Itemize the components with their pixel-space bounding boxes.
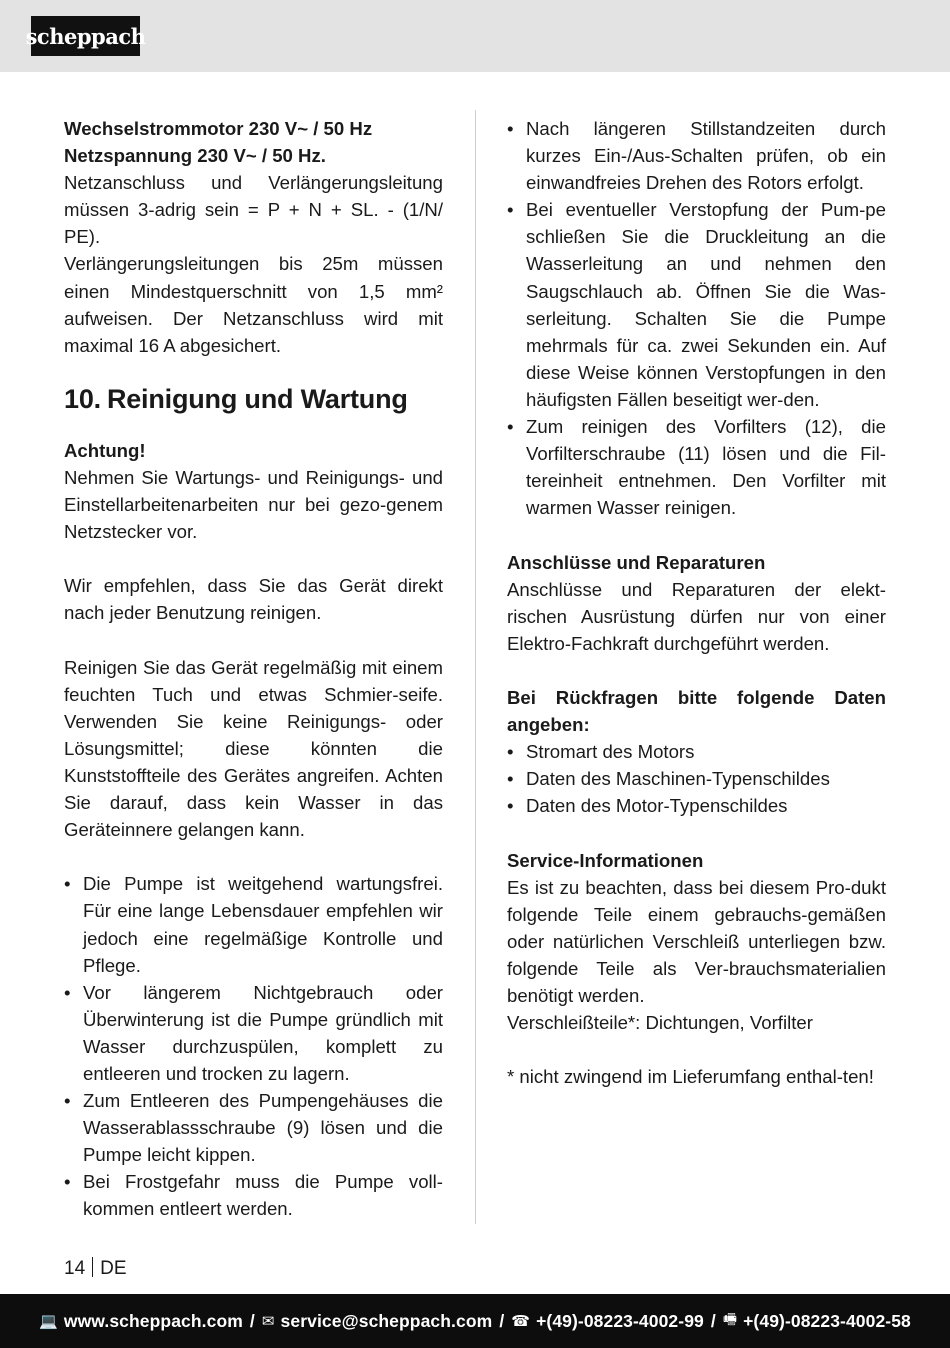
right-column	[507, 115, 886, 1090]
computer-icon: 💻	[39, 1312, 58, 1330]
cleaning-text: Reinigen Sie das Gerät regelmäßig mit einem feuchten Tuch und etwas Schmier-seife. Verwenden Sie keine Reinigungs- oder Lösungsmittel; diese könnten die Kunststoffteile des Gerätes angreifen. Achten Sie darauf, dass kein Wasser in das Geräteinnere gelangen kann.	[64, 656, 443, 841]
header-bar	[0, 0, 950, 72]
list-item: • Bei eventueller Verstopfung der Pum-pe schließen Sie die Druckleitung an die Wasserleitung an und nehmen den Saugschlauch ab. Öffnen Sie die Was-serleitung. Schalten Sie die Pumpe mehrmals für ca. zwei Sekunden ein. Auf diese Weise können Verstopfungen in den häufigsten Fällen beseitigt wer-den.	[507, 196, 886, 413]
list-item: • Zum Entleeren des Pumpengehäuses die Wasserablassschraube (9) lösen und die Pumpe leicht kippen.	[64, 1087, 443, 1168]
phone-number: +(49)-08223-4002-99	[536, 1310, 704, 1331]
voltage-line: Netzspannung 230 V~ / 50 Hz.	[64, 145, 326, 167]
inquiry-heading: Bei Rückfragen bitte folgende Daten angeben:	[507, 686, 886, 736]
website-link[interactable]: www.scheppach.com	[63, 1310, 243, 1331]
footer-separator: /	[710, 1310, 716, 1331]
list-item: • Daten des Motor-Typenschildes	[507, 792, 886, 819]
warning-text: Nehmen Sie Wartungs- und Reinigungs- und Einstellarbeitenarbeiten nur bei gezo-genem Netzstecker vor.	[64, 466, 443, 543]
wear-parts-text: Verschleißteile*: Dichtungen, Vorfilter	[507, 1012, 813, 1034]
list-item: • Vor längerem Nichtgebrauch oder Überwinterung ist die Pumpe gründlich mit Wasser durchzuspülen, komplett zu entleeren und trocken zu lagern.	[64, 979, 443, 1087]
fax-icon: 🖷	[722, 1309, 738, 1328]
section-title	[64, 382, 443, 416]
list-item: • Zum reinigen des Vorfilters (12), die Vorfilterschraube (11) lösen und die Fil-tereinheit entnehmen. Den Vorfilter mit warmen Wasser reinigen.	[507, 413, 886, 521]
warning-heading: Achtung!	[64, 439, 146, 461]
page-language: DE	[100, 1258, 127, 1279]
page-number-separator	[92, 1257, 93, 1277]
fax-number: +(49)-08223-4002-58	[743, 1310, 911, 1331]
left-column	[64, 115, 443, 1223]
footer-separator: /	[499, 1310, 505, 1331]
phone-icon: ☎	[511, 1312, 531, 1330]
service-heading: Service-Informationen	[507, 849, 704, 871]
page-number	[64, 1257, 127, 1281]
inquiry-list	[507, 738, 886, 819]
list-item: • Nach längeren Stillstandzeiten durch kurzes Ein-/Aus-Schalten prüfen, ob ein einwandfreies Drehen des Rotors erfolgt.	[507, 115, 886, 196]
mail-icon: ✉	[261, 1312, 275, 1330]
connection-text: Netzanschluss und Verlängerungsleitung müssen 3-adrig sein = P + N + SL. - (1/N/ PE).	[64, 172, 443, 248]
maintenance-list	[64, 870, 443, 1222]
motor-spec	[64, 115, 443, 250]
section-number: 10.	[64, 383, 101, 414]
motor-line: Wechselstrommotor 230 V~ / 50 Hz	[64, 118, 373, 139]
extension-cable-text: Verlängerungsleitungen bis 25m müssen einen Mindestquerschnitt von 1,5 mm² aufweisen. Der Netzanschluss wird mit maximal 16 A abgesichert.	[64, 253, 443, 356]
email-link[interactable]: service@scheppach.com	[280, 1310, 493, 1331]
list-item: • Stromart des Motors	[507, 738, 886, 765]
recommend-text: Wir empfehlen, dass Sie das Gerät direkt nach jeder Benutzung reinigen.	[64, 575, 443, 624]
maintenance-list-continued	[507, 115, 886, 521]
footnote: * nicht zwingend im Lieferumfang enthal-ten!	[507, 1066, 874, 1088]
service-text: Es ist zu beachten, dass bei diesem Pro-dukt folgende Teile einem gebrauchs-gemäßen oder natürlichen Verschleiß unterliegen bzw. folgende Teile als Ver-brauchsmaterialien benötigt werden.	[507, 876, 886, 1006]
section-title-text: Reinigung und Wartung	[106, 383, 408, 414]
column-divider	[475, 110, 476, 1224]
footer-bar	[0, 1294, 950, 1348]
connections-text: Anschlüsse und Reparaturen der elekt-rischen Ausrüstung dürfen nur von einer Elektro-Fachkraft durchgeführt werden.	[507, 578, 886, 654]
connections-heading: Anschlüsse und Reparaturen	[507, 551, 766, 573]
footer-separator: /	[249, 1310, 255, 1331]
list-item: • Daten des Maschinen-Typenschildes	[507, 765, 886, 792]
list-item: • Die Pumpe ist weitgehend wartungsfrei. Für eine lange Lebensdauer empfehlen wir jedoch eine regelmäßige Kontrolle und Pflege.	[64, 870, 443, 978]
list-item: • Bei Frostgefahr muss die Pumpe voll-kommen entleert werden.	[64, 1168, 443, 1222]
page-number-value: 14	[64, 1258, 86, 1279]
scheppach-logo: scheppach	[31, 16, 140, 56]
